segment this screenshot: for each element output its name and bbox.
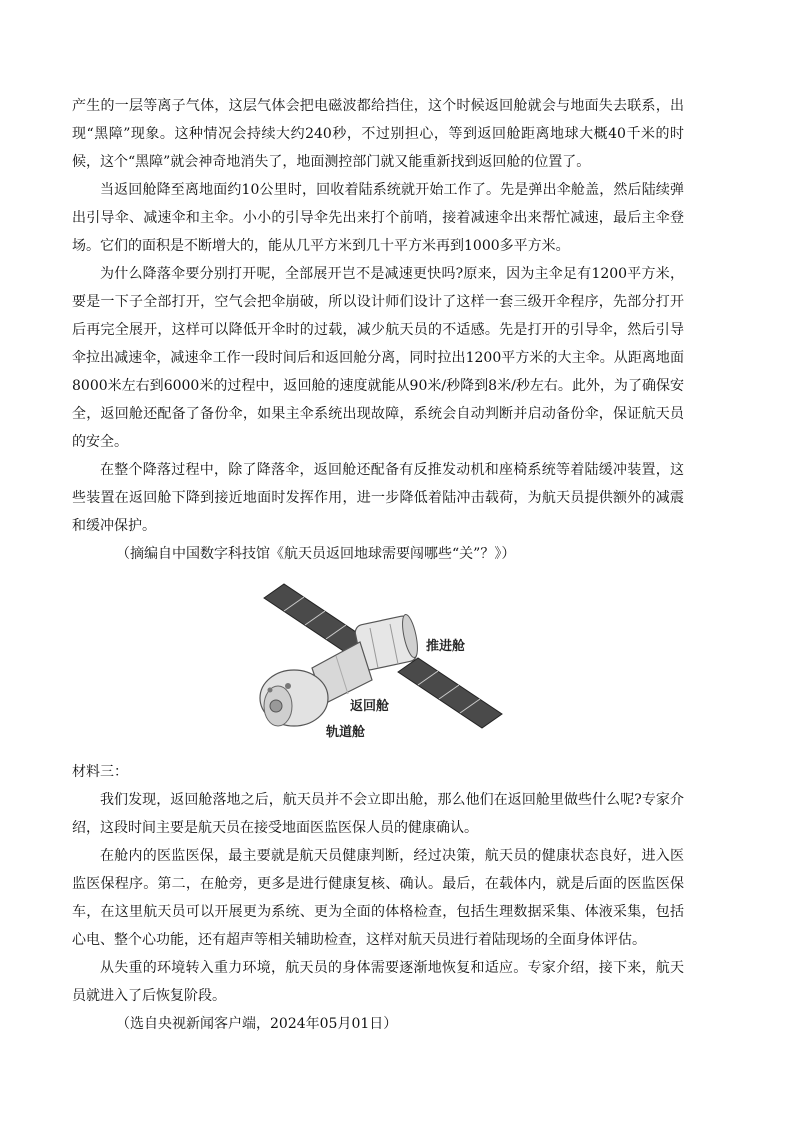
- material3-paragraph-1: 我们发现，返回舱落地之后，航天员并不会立即出舱，那么他们在返回舱里做些什么呢?专家介绍，这段时间主要是航天员在接受地面医监医保人员的健康确认。: [72, 792, 684, 836]
- label-orbital-module: 轨道舱: [326, 725, 366, 740]
- source-citation-1: （摘编自中国数字科技馆《航天员返回地球需要闯哪些“关”？》）: [116, 546, 516, 562]
- paragraph-1: 产生的一层等离子气体，这层气体会把电磁波都给挡住，这个时候返回舱就会与地面失去联系，出现“黑障”现象。这种情况会持续大约240秒，不过别担心，等到返回舱距离地球大概40千米的时候，这个“黑障”就会神奇地消失了，地面测控部门就又能重新找到返回舱的位置了。: [72, 98, 684, 170]
- document-page: [72, 92, 684, 1038]
- paragraph-3: 为什么降落伞要分别打开呢，全部展开岂不是减速更快吗?原来，因为主伞足有1200平方米，要是一下子全部打开，空气会把伞崩破，所以设计师们设计了这样一套三级开伞程序，先部分打开后再完全展开，这样可以降低开伞时的过载，减少航天员的不适感。先是打开的引导伞，然后引导伞拉出减速伞，减速伞工作一段时间后和返回舱分离，同时拉出1200平方米的大主伞。从距离地面8000米左右到6000米的过程中，返回舱的速度就能从90米/秒降到8米/秒左右。此外，为了确保安全，返回舱还配备了备份伞，如果主伞系统出现故障，系统会自动判断并启动备份伞，保证航天员的安全。: [72, 266, 684, 450]
- material3-paragraph-3: 从失重的环境转入重力环境，航天员的身体需要逐渐地恢复和适应。专家介绍，接下来，航天员就进入了后恢复阶段。: [72, 960, 684, 1004]
- material3-paragraph-2: 在舱内的医监医保，最主要就是航天员健康判断，经过决策，航天员的健康状态良好，进入医监医保程序。第二，在舱旁，更多是进行健康复核、确认。最后，在载体内，就是后面的医监医保车，在这里航天员可以开展更为系统、更为全面的体格检查，包括生理数据采集、体液采集，包括心电、整个心功能，还有超声等相关辅助检查，这样对航天员进行着陆现场的全面身体评估。: [72, 848, 684, 948]
- label-reentry-capsule: 返回舱: [350, 699, 390, 714]
- orbital-module: [260, 670, 328, 726]
- upper-solar-panel: [264, 584, 368, 654]
- label-propulsion-module: 推进舱: [426, 639, 466, 654]
- source-citation-2: （选自央视新闻客户端，2024年05月01日）: [116, 1016, 398, 1032]
- paragraph-2: 当返回舱降至离地面约10公里时，回收着陆系统就开始工作了。先是弹出伞舱盖，然后陆续弹出引导伞、减速伞和主伞。小小的引导伞先出来打个前哨，接着减速伞出来帮忙减速，最后主伞登场。它们的面积是不断增大的，能从几平方米到几十平方米再到1000多平方米。: [72, 182, 684, 254]
- lower-solar-panel: [398, 658, 502, 728]
- spacecraft-diagram: [240, 576, 510, 756]
- material3-heading: 材料三：: [72, 764, 128, 780]
- spacecraft-illustration: [72, 576, 684, 756]
- paragraph-4: 在整个降落过程中，除了降落伞，返回舱还配备有反推发动机和座椅系统等着陆缓冲装置，这些装置在返回舱下降到接近地面时发挥作用，进一步降低着陆冲击载荷，为航天员提供额外的减震和缓冲保护。: [72, 462, 684, 534]
